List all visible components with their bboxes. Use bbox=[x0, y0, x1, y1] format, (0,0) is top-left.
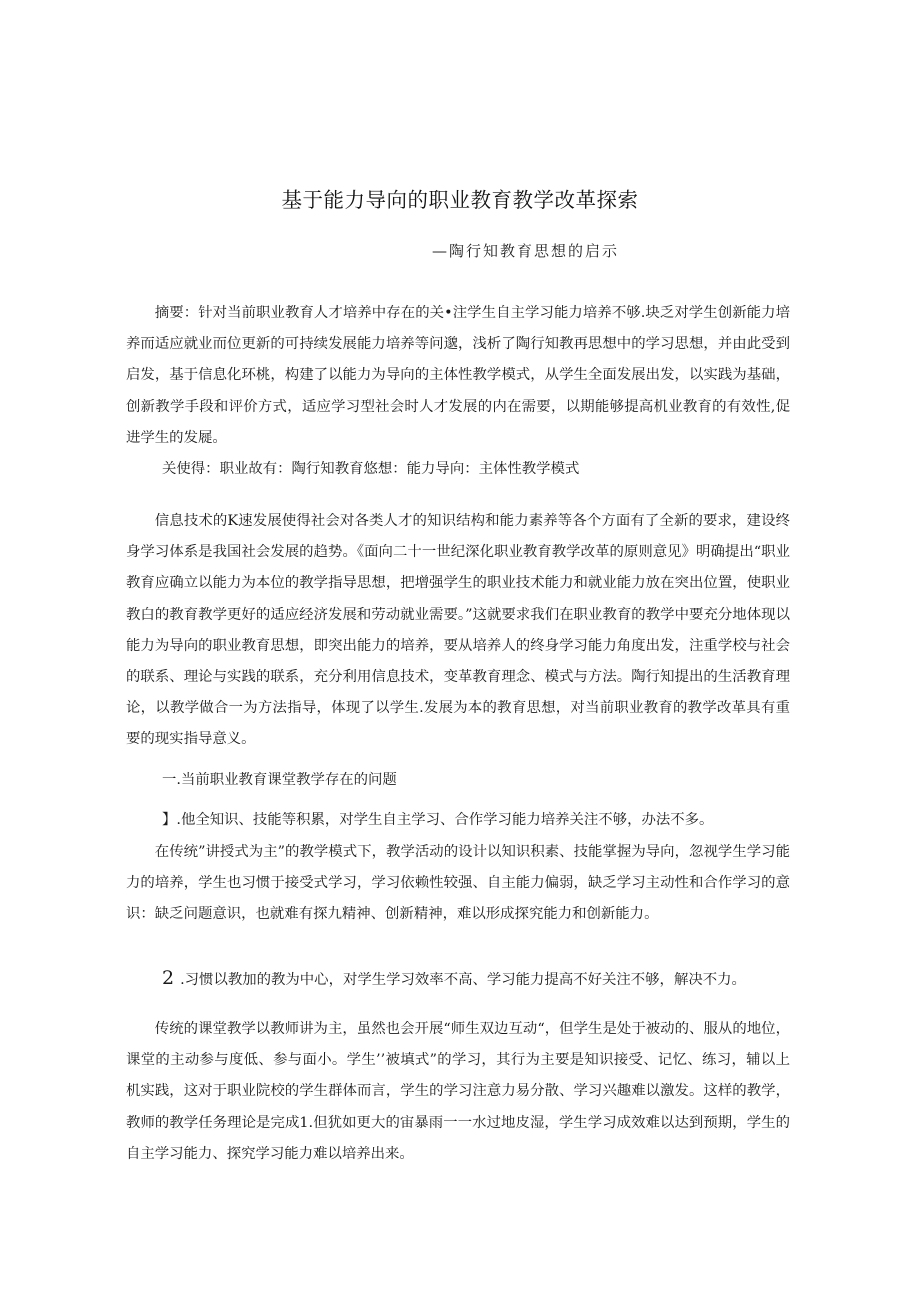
subsection-2-paragraph: 传统的课堂教学以教师讲为主，虽然也会开展“师生双边互动“，但学生是处于被动的、服从的地位，课堂的主动参与度低、参与面小。学生’’被填式”的学习，其行为主要是知识接受、记忆、练习，辅以上机实践，这对于职业院校的学生群体而言，学生的学习注意力易分散、学习兴趣难以激发。这样的教学，教师的教学任务理论是完成1.但犹如更大的宙暴雨一一水过地皮湿，学生学习成效难以达到预期，学生的自主学习能力、探究学习能力难以培养出来。 bbox=[126, 1021, 790, 1162]
subsection-heading-2 bbox=[162, 963, 746, 996]
abstract-paragraph: 摘要：针对当前职业教育人才培养中存在的关•注学生自主学习能力培养不够.块乏对学生创新能力培养而适应就业而位更新的可持续发展能力培养等问邈，浅析了陶行知教再思想中的学习思想，并由此受到启发，基于信息化环桃，构建了以能力为导向的主体性教学模式，从学生全面发展出发，以实践为基础，创新教学手段和评价方式，适应学习型社会时人才发展的内在需要，以期能够提高机业教育的有效性,促进学生的发屣。 bbox=[126, 305, 790, 446]
section-heading-1: 一.当前职业教育课堂教学存在的问题 bbox=[162, 772, 397, 788]
subsection-1-paragraph: 在传统”讲授式为主”的教学模式下，教学活动的设计以知识积素、技能掌握为导向，忽视学生学习能力的培养，学生也习惯于接受式学习，学习依赖性较强、自主能力偏弱，缺乏学习主动性和合作学习的意识：缺乏问题意识，也就难有探九精神、创新精神，难以形成探究能力和创新能力。 bbox=[126, 844, 790, 923]
paper-title: 基于能力导向的职业教育教学改革探索 bbox=[281, 188, 639, 212]
subsection-2-number: 2 bbox=[162, 967, 175, 989]
subsection-2-text: .习惯以教加的教为中心，对学生学习效率不高、学习能力提高不好关注不够，解决不力。 bbox=[180, 972, 746, 988]
paper-subtitle: —陶行知教育思想的启示 bbox=[432, 242, 620, 260]
subsection-heading-1: 】.他全知识、技能等积累，对学生自主学习、合作学习能力培养关注不够，办法不多。 bbox=[162, 812, 714, 828]
intro-paragraph: 信息技术的K速发展使得社会对各类人才的知识结构和能力素养等各个方面有了全新的要求，建设终身学习体系是我国社会发展的趋势。《面向二十一世纪深化职业教育教学改革的原则意见》明确提出“职业教育应确立以能力为本位的教学指导思想，把增强学生的职业技术能力和就业能力放在突出位置，使职业教白的教育教学更好的适应经济发展和劳动就业需要。”这就要求我们在职业教育的教学中要充分地体现以能力为导向的职业教育思想，即突出能力的培养，要从培养人的终身学习能力角度出发，注重学校与社会的联系、理论与实践的联系，充分利用信息技术，变革教育理念、模式与方法。陶行知提出的生活教育理论，以教学做合一为方法指导，体现了以学生.发展为本的教育思想，对当前职业教育的教学改革具有重要的现实指导意义。 bbox=[126, 513, 790, 748]
keywords-line: 关使得：职业故有：陶行知教育悠想：能力导向：主体性教学模式 bbox=[162, 461, 580, 477]
